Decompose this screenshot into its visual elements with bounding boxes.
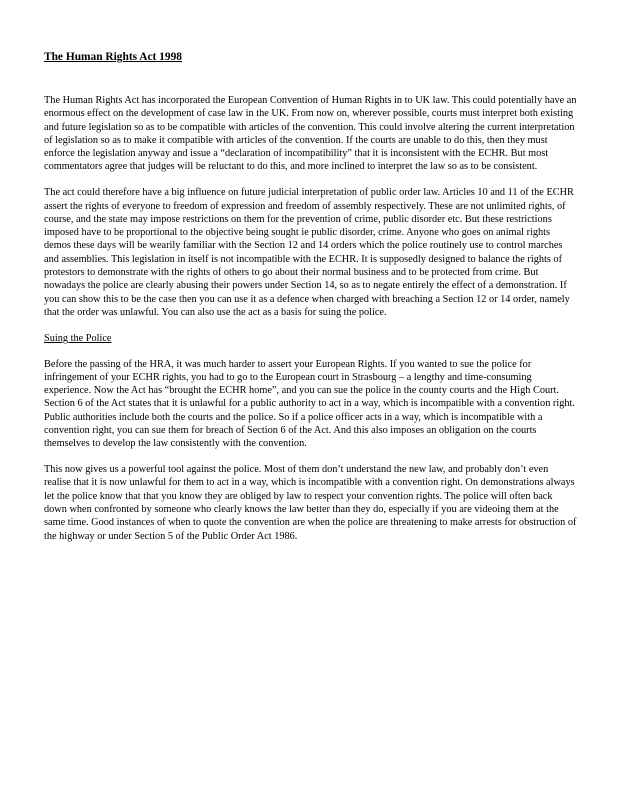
document-title: The Human Rights Act 1998: [44, 51, 182, 63]
paragraph-powerful-tool: This now gives us a powerful tool against the police. Most of them don’t understand the new law, and probably don’t even realise that it is now unlawful for them to act in a way, which is incompatible with a convention right. On demonstrations always let the police know that that you know they are obliged by law to respect your convention rights. The police will often back down when confronted by someone who clearly knows the law better than they do, especially if you are videoing them at the same time. Good instances of when to quote the convention are when the police are threatening to make arrests for obstruction of the highway or under Section 5 of the Public Order Act 1986.: [44, 464, 577, 542]
paragraph-public-order-law: The act could therefore have a big influence on future judicial interpretation of public order law. Articles 10 and 11 of the ECHR assert the rights of everyone to freedom of expression and freedom of assembly respectively. These are not unlimited rights, of course, and the state may impose restrictions on them for the prevention of crime, public disorder etc. But these restrictions imposed have to be proportional to the objective being sought ie public disorder, crime. Anyone who goes on animal rights demos these days will be wearily familiar with the Section 12 and 14 orders which the police routinely use to control marches and assemblies. This legislation in itself is not incompatible with the ECHR. It is supposedly designed to balance the rights of protestors to demonstrate with the rights of others to go about their normal business and to be protected from crime. But nowadays the police are clearly abusing their powers under Section 14, so as to negate entirely the effect of a demonstration. If you can show this to be the case then you can use it as a defence when charged with breaching a Section 12 or 14 order, namely that the order was unlawful. You can also use the act as a basis for suing the police.: [44, 187, 574, 318]
document-page: [44, 50, 577, 555]
paragraph-hra-overview: The Human Rights Act has incorporated the European Convention of Human Rights in to UK law. This could potentially have an enormous effect on the development of case law in the UK. From now on, wherever possible, courts must interpret both existing and future legislation so as to be compatible with articles of the convention. This could involve altering the current interpretation of legislation so as to make it compatible with articles of the convention. If the courts are unable to do this, then they must enforce the legislation anyway and issue a “declaration of incompatibility” that it is inconsistent with the ECHR. But most commentators agree that judges will be reluctant to do this, and more inclined to interpret the law so as to be consistent.: [44, 95, 577, 173]
paragraph-before-hra: Before the passing of the HRA, it was much harder to assert your European Rights. If you wanted to sue the police for infringement of your ECHR rights, you had to go to the European court in Strasbourg – a lengthy and time-consuming experience. Now the Act has “brought the ECHR home”, and you can sue the police in the county courts and the High Court. Section 6 of the Act states that it is unlawful for a public authority to act in a way, which is incompatible with a convention right. Public authorities include both the courts and the police. So if a police officer acts in a way, which is incompatible with a convention right, you can sue them for breach of Section 6 of the Act. And this also imposes an obligation on the courts themselves to develop the law consistently with the convention.: [44, 358, 575, 450]
section-heading-suing-police: Suing the Police: [44, 332, 112, 344]
